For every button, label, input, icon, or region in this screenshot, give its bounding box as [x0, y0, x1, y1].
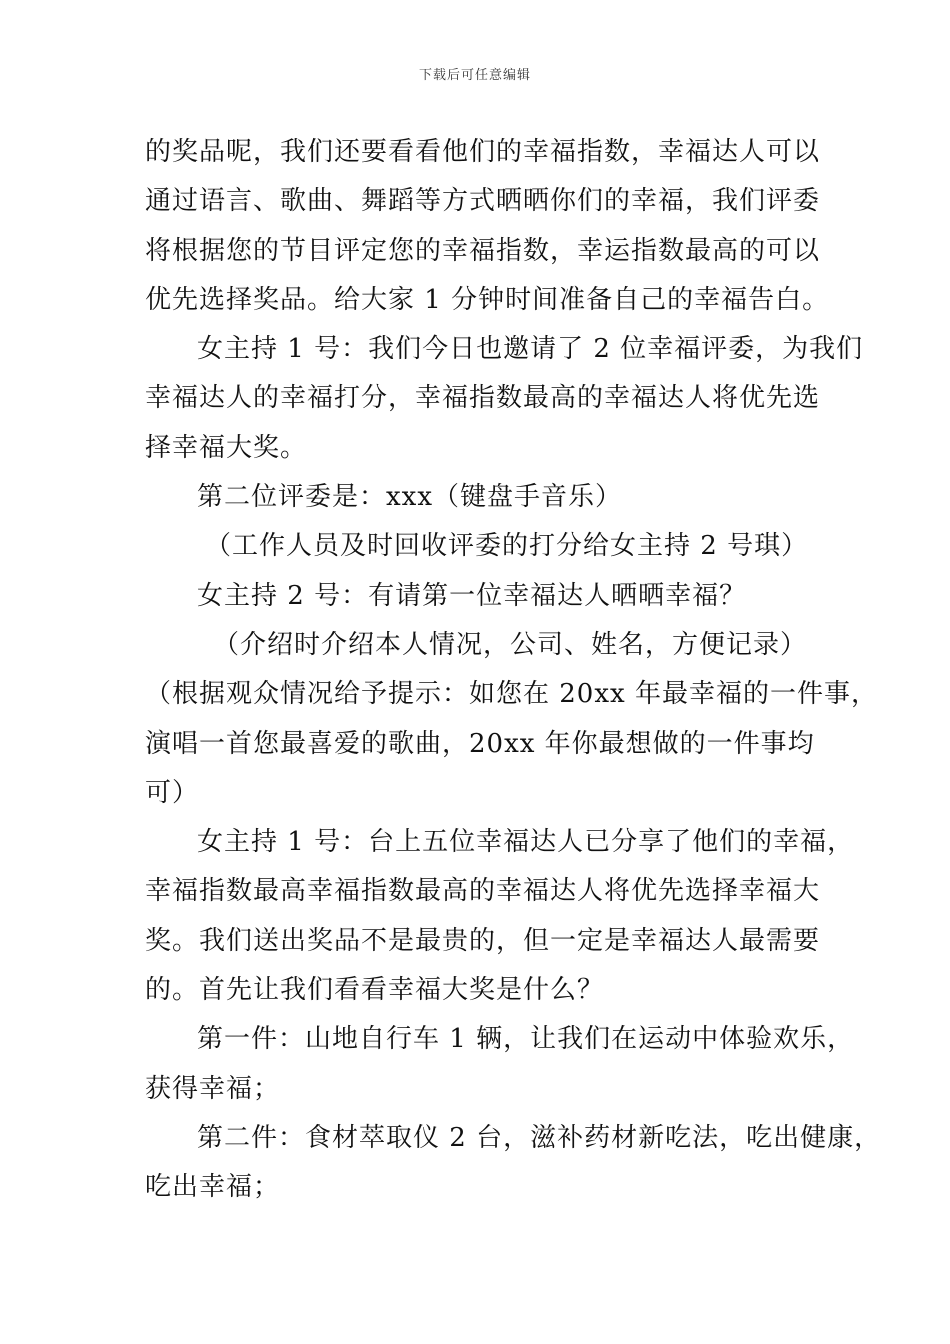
text-line: 优先选择奖品。给大家 1 分钟时间准备自己的幸福告白。 — [145, 284, 830, 315]
text-line: 幸福指数最高幸福指数最高的幸福达人将优先选择幸福大 — [145, 876, 821, 907]
text-line: 通过语言、歌曲、舞蹈等方式晒晒你们的幸福，我们评委 — [145, 186, 821, 217]
paragraph-prize-intro — [145, 128, 830, 325]
text-line: 奖。我们送出奖品不是最贵的，但一定是幸福达人最需要 — [145, 925, 821, 956]
text-line: 第二位评委是：xxx（键盘手音乐） — [197, 482, 622, 513]
paragraph-audience-hint — [145, 670, 878, 818]
text-line: （工作人员及时回收评委的打分给女主持 2 号琪） — [205, 531, 809, 562]
page-header-note: 下载后可任意编辑 — [418, 68, 531, 83]
paragraph-prize-1 — [145, 1015, 855, 1114]
text-line: 的奖品呢，我们还要看看他们的幸福指数，幸福达人可以 — [145, 137, 821, 167]
paragraph-host1-prizes — [145, 818, 855, 1015]
text-line: 择幸福大奖。 — [145, 432, 308, 463]
text-line: 获得幸福； — [145, 1073, 281, 1104]
text-line: 将根据您的节目评定您的幸福指数，幸运指数最高的可以 — [145, 235, 821, 266]
paragraph-host2-invite — [145, 572, 825, 621]
text-line: 女主持 1 号：台上五位幸福达人已分享了他们的幸福， — [197, 827, 855, 858]
text-line: （介绍时介绍本人情况，公司、姓名，方便记录） — [213, 629, 808, 660]
text-line: 第二件：食材萃取仪 2 台，滋补药材新吃法，吃出健康， — [197, 1122, 882, 1153]
text-line: 幸福达人的幸福打分，幸福指数最高的幸福达人将优先选 — [145, 383, 821, 414]
paragraph-second-judge — [145, 473, 825, 522]
text-line: 女主持 1 号：我们今日也邀请了 2 位幸福评委，为我们 — [197, 334, 864, 365]
document-body — [145, 128, 882, 1213]
text-line: 可） — [145, 777, 200, 808]
paragraph-staff-note — [145, 522, 825, 571]
paragraph-prize-2 — [145, 1114, 882, 1213]
paragraph-host1-judges — [145, 325, 864, 473]
text-line: 的。首先让我们看看幸福大奖是什么？ — [145, 975, 605, 1006]
text-line: 第一件：山地自行车 1 辆，让我们在运动中体验欢乐， — [197, 1024, 855, 1055]
text-line: 吃出幸福； — [145, 1172, 281, 1203]
text-line: （根据观众情况给予提示：如您在 20xx 年最幸福的一件事， — [145, 679, 878, 710]
text-line: 女主持 2 号：有请第一位幸福达人晒晒幸福？ — [197, 580, 747, 611]
text-line: 演唱一首您最喜爱的歌曲，20xx 年你最想做的一件事均 — [145, 728, 815, 759]
paragraph-intro-note — [145, 621, 825, 670]
